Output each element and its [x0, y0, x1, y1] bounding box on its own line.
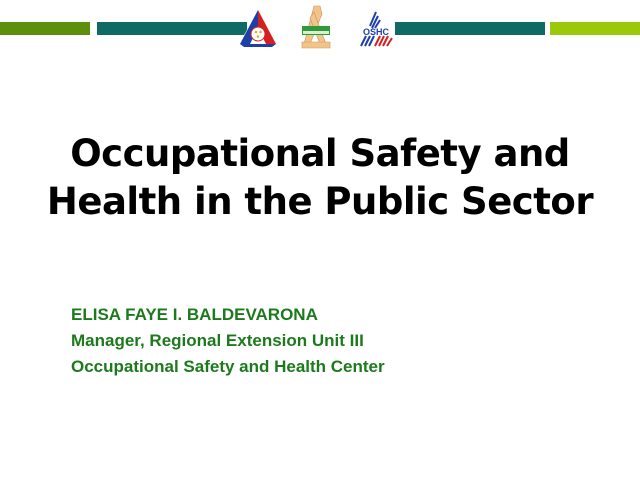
- author-organization: Occupational Safety and Health Center: [71, 357, 385, 376]
- slide-title: [0, 130, 640, 226]
- author-position: Manager, Regional Extension Unit III: [71, 331, 364, 350]
- slide-title-line1: Occupational Safety and: [70, 132, 570, 175]
- header-bar-right-green: [550, 22, 640, 35]
- header-bar-left-green: [0, 22, 90, 35]
- header-bar-left-teal: [97, 22, 247, 35]
- slide-title-line2: Health in the Public Sector: [46, 180, 594, 223]
- header-bar-right-teal: [395, 22, 545, 35]
- oshc-logo-icon: [356, 8, 400, 48]
- svg-text:OSHC: OSHC: [362, 27, 390, 37]
- author-block: [71, 302, 385, 380]
- union-logo-icon: [296, 4, 336, 52]
- author-name: ELISA FAYE I. BALDEVARONA: [71, 305, 318, 324]
- dole-logo-icon: [236, 8, 280, 48]
